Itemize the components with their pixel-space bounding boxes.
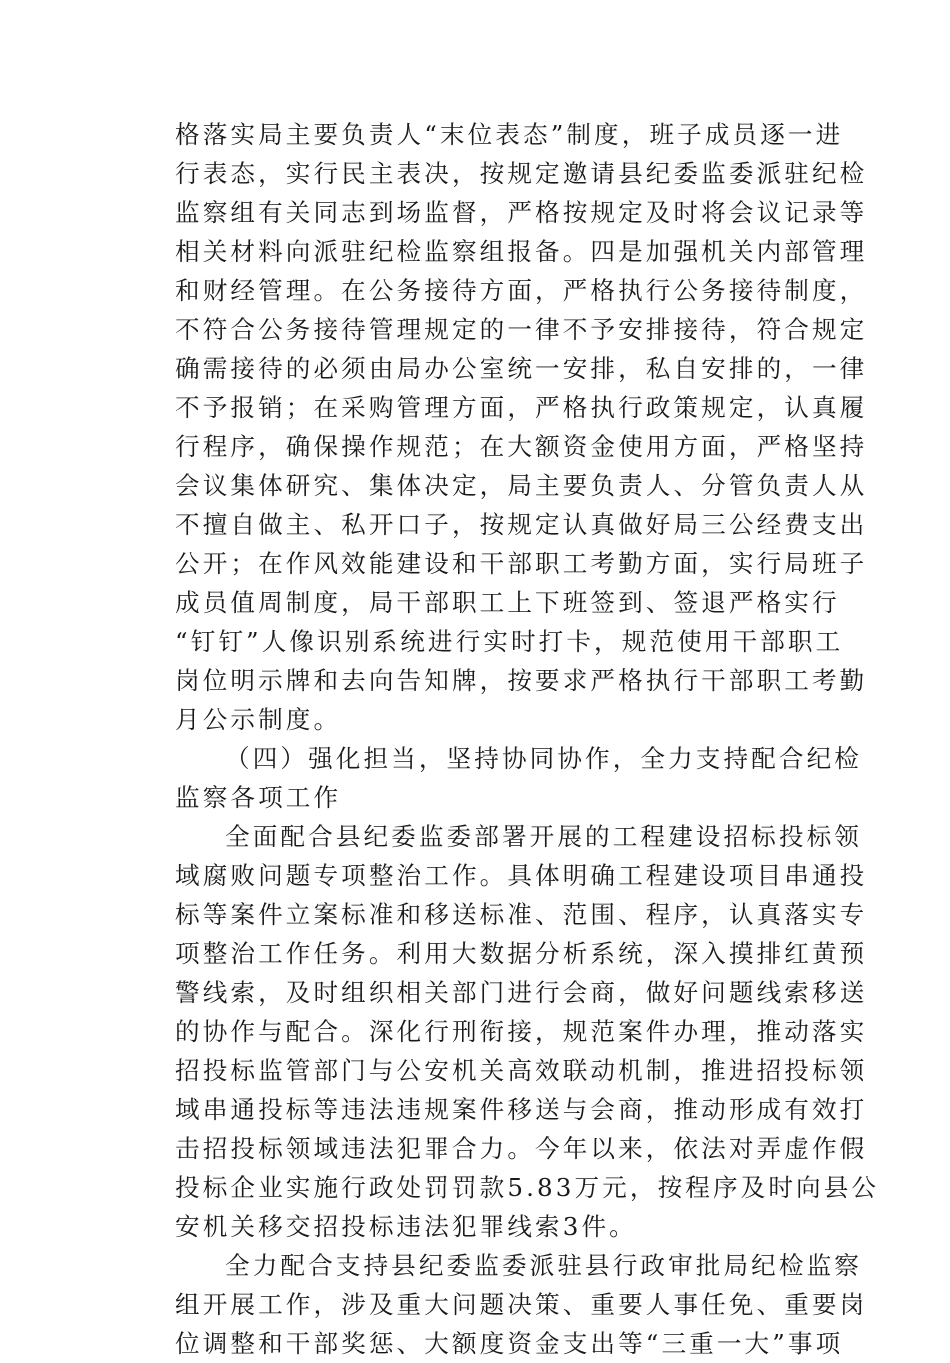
document-page [175, 115, 880, 1363]
text-line: 不予报销；在采购管理方面，严格执行政策规定，认真履 [175, 393, 868, 422]
text-line: 公开；在作风效能建设和干部职工考勤方面，实行局班子 [175, 549, 868, 578]
text-line: 相关材料向派驻纪检监察组报备。四是加强机关内部管理 [175, 237, 868, 266]
text-line: 和财经管理。在公务接待方面，严格执行公务接待制度， [175, 276, 868, 305]
text-line: 行表态，实行民主表决，按规定邀请县纪委监委派驻纪检 [175, 159, 868, 188]
text-line: 会议集体研究、集体决定，局主要负责人、分管负责人从 [175, 471, 868, 500]
text-line: 安机关移交招投标违法犯罪线索3件。 [175, 1212, 637, 1241]
text-line: 成员值周制度，局干部职工上下班签到、签退严格实行 [175, 588, 840, 617]
paragraph-3 [175, 1246, 868, 1363]
text-line: 全力配合支持县纪委监委派驻县行政审批局纪检监察 [225, 1251, 862, 1280]
text-line: 月公示制度。 [175, 705, 342, 734]
text-line: “钉钉”人像识别系统进行实时打卡，规范使用干部职工 [175, 627, 844, 656]
text-line: 监察组有关同志到场监督，严格按规定及时将会议记录等 [175, 198, 868, 227]
text-line: 行程序，确保操作规范；在大额资金使用方面，严格坚持 [175, 432, 868, 461]
text-line: 项整治工作任务。利用大数据分析系统，深入摸排红黄预 [175, 939, 868, 968]
text-line: 岗位明示牌和去向告知牌，按要求严格执行干部职工考勤 [175, 666, 868, 695]
text-line: 不擅自做主、私开口子，按规定认真做好局三公经费支出 [175, 510, 868, 539]
text-line: 投标企业实施行政处罚罚款5.83万元，按程序及时向县公 [175, 1173, 880, 1202]
heading-line: 监察各项工作 [175, 783, 342, 812]
text-line: 全面配合县纪委监委部署开展的工程建设招标投标领 [225, 822, 862, 851]
paragraph-1 [175, 115, 868, 739]
text-line: 域串通投标等违法违规案件移送与会商，推动形成有效打 [175, 1095, 868, 1124]
section-heading-4 [175, 739, 862, 817]
text-line: 域腐败问题专项整治工作。具体明确工程建设项目串通投 [175, 861, 868, 890]
text-line: 组开展工作，涉及重大问题决策、重要人事任免、重要岗 [175, 1290, 868, 1319]
text-line: 招投标监管部门与公安机关高效联动机制，推进招投标领 [175, 1056, 868, 1085]
heading-line: （四）强化担当，坚持协同协作，全力支持配合纪检 [225, 744, 862, 773]
text-line: 击招投标领域违法犯罪合力。今年以来，依法对弄虚作假 [175, 1134, 868, 1163]
text-line: 格落实局主要负责人“末位表态”制度，班子成员逐一进 [175, 120, 844, 149]
text-line: 的协作与配合。深化行刑衔接，规范案件办理，推动落实 [175, 1017, 868, 1046]
paragraph-2 [175, 817, 880, 1246]
text-line: 警线索，及时组织相关部门进行会商，做好问题线索移送 [175, 978, 868, 1007]
text-line: 确需接待的必须由局办公室统一安排，私自安排的，一律 [175, 354, 868, 383]
text-line: 标等案件立案标准和移送标准、范围、程序，认真落实专 [175, 900, 868, 929]
text-line: 不符合公务接待管理规定的一律不予安排接待，符合规定 [175, 315, 868, 344]
text-line: 位调整和干部奖惩、大额度资金支出等“三重一大”事项 [175, 1329, 844, 1358]
